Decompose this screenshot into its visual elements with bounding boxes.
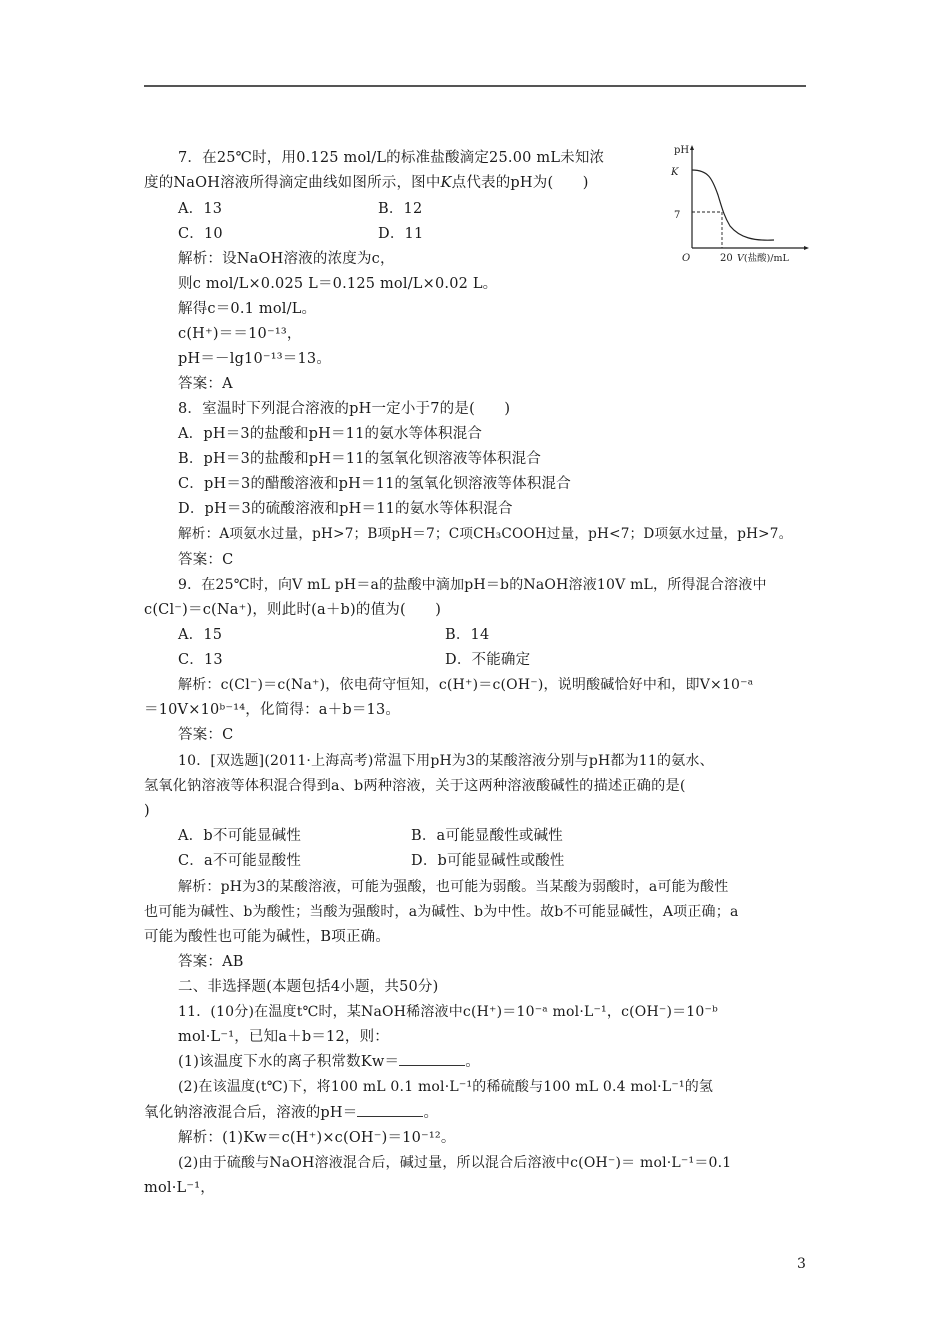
q11-analysis-1: 解析：(1)Kw＝c(H⁺)×c(OH⁻)＝10⁻¹²。 xyxy=(178,1130,456,1146)
q7-option-c: C．10 xyxy=(178,226,223,242)
titration-curve-chart xyxy=(668,140,818,265)
q9-option-c: C．13 xyxy=(178,652,223,668)
q7-analysis-1: 解析：设NaOH溶液的浓度为c， xyxy=(178,251,395,267)
q9-option-b: B．14 xyxy=(445,627,490,643)
q11-sub2-text: 氧化钠溶液混合后，溶液的pH＝ xyxy=(144,1105,358,1121)
q10-stem-line1: 10．[双选题](2011·上海高考)常温下用pH为3的某酸溶液分别与pH都为11的氨水、 xyxy=(178,753,714,769)
q11-sub2-end: 。 xyxy=(423,1105,439,1121)
q10-option-d: D．b可能显碱性或酸性 xyxy=(411,853,565,869)
q10-analysis-3: 可能为酸性也可能为碱性，B项正确。 xyxy=(144,929,391,945)
q8-analysis: 解析：A项氨水过量，pH>7；B项pH＝7；C项CH₃COOH过量，pH<7；D项氨水过量，pH>7。 xyxy=(178,526,793,542)
k-point-label: K xyxy=(440,175,452,191)
q7-option-b: B．12 xyxy=(378,201,423,217)
q10-answer: 答案：AB xyxy=(178,954,244,970)
q9-option-a: A．15 xyxy=(178,627,223,643)
q11-sub1 xyxy=(178,1053,480,1071)
q11-sub1-end: 。 xyxy=(465,1054,480,1070)
q11-stem-line1: 11．(10分)在温度t℃时，某NaOH稀溶液中c(H⁺)＝10⁻ᵃ mol·L⁻¹，c(OH⁻)＝10⁻ᵇ xyxy=(178,1004,718,1020)
titration-curve xyxy=(692,170,774,240)
q11-sub1-answer-blank xyxy=(399,1053,465,1066)
q7-option-d: D．11 xyxy=(378,226,424,242)
x-axis-label: V(盐酸)/mL xyxy=(737,253,789,264)
q9-stem-line2: c(Cl⁻)＝c(Na⁺)，则此时(a＋b)的值为( ) xyxy=(144,602,442,618)
q7-analysis-3: 解得c＝0.1 mol/L。 xyxy=(178,301,317,317)
q10-stem-line3: ) xyxy=(144,803,150,819)
section-2-title: 二、非选择题(本题包括4小题，共50分) xyxy=(178,979,439,995)
q7-analysis-5: pH＝－lg10⁻¹³＝13。 xyxy=(178,351,332,367)
seven-tick-label: 7 xyxy=(674,210,681,221)
q11-analysis-2: (2)由于硫酸与NaOH溶液混合后，碱过量，所以混合后溶液中c(OH⁻)＝ mol·L⁻¹＝0.1 xyxy=(178,1155,732,1171)
q8-answer: 答案：C xyxy=(178,552,234,568)
q10-option-c: C．a不可能显酸性 xyxy=(178,853,302,869)
q7-answer: 答案：A xyxy=(178,376,233,392)
q7-analysis-4: c(H⁺)＝＝10⁻¹³， xyxy=(178,326,302,342)
q11-stem-line2: mol·L⁻¹，已知a＋b＝12，则： xyxy=(178,1029,389,1045)
q10-stem-line2: 氢氧化钠溶液等体积混合得到a、b两种溶液，关于这两种溶液酸碱性的描述正确的是( xyxy=(144,778,686,794)
y-axis-label: pH xyxy=(674,145,690,156)
q10-option-a: A．b不可能显碱性 xyxy=(178,828,302,844)
q9-stem-line1: 9．在25℃时，向V mL pH＝a的盐酸中滴加pH＝b的NaOH溶液10V mL，所得混合溶液中 xyxy=(178,577,767,593)
q8-option-b: B．pH＝3的盐酸和pH＝11的氢氧化钡溶液等体积混合 xyxy=(178,451,542,467)
page-number: 3 xyxy=(797,1256,806,1272)
q8-stem: 8．室温时下列混合溶液的pH一定小于7的是( ) xyxy=(178,401,511,417)
q11-sub1-text: (1)该温度下水的离子积常数Kw＝ xyxy=(178,1054,400,1070)
q11-sub2-line1: (2)在该温度(t℃)下，将100 mL 0.1 mol·L⁻¹的稀硫酸与100 mL 0.4 mol·L⁻¹的氢 xyxy=(178,1079,714,1095)
q10-analysis-2: 也可能为碱性、b为酸性；当酸为强酸时，a为碱性、b为中性。故b不可能显碱性，A项正确；a xyxy=(144,904,739,920)
x-tick-20: 20 xyxy=(720,253,733,264)
q8-option-a: A．pH＝3的盐酸和pH＝11的氨水等体积混合 xyxy=(178,426,483,442)
origin-label: O xyxy=(682,253,691,264)
q9-option-d: D．不能确定 xyxy=(445,652,531,668)
q8-option-c: C．pH＝3的醋酸溶液和pH＝11的氢氧化钡溶液等体积混合 xyxy=(178,476,571,492)
q7-stem-line2 xyxy=(144,174,589,192)
header-rule xyxy=(144,85,806,87)
q11-analysis-3: mol·L⁻¹， xyxy=(144,1180,215,1196)
q7-analysis-2: 则c mol/L×0.025 L＝0.125 mol/L×0.02 L。 xyxy=(178,276,498,292)
q11-sub2-answer-blank xyxy=(357,1104,423,1117)
q7-stem-line1: 7．在25℃时，用0.125 mol/L的标准盐酸滴定25.00 mL未知浓 xyxy=(178,150,605,166)
q9-analysis-1: 解析：c(Cl⁻)＝c(Na⁺)，依电荷守恒知，c(H⁺)＝c(OH⁻)，说明酸碱恰好中和，即V×10⁻ᵃ xyxy=(178,677,754,693)
k-tick-label: K xyxy=(671,167,679,178)
q7-stem-text-end: 点代表的pH为( ) xyxy=(451,175,589,191)
q8-option-d: D．pH＝3的硫酸溶液和pH＝11的氨水等体积混合 xyxy=(178,501,513,517)
q9-analysis-2: ＝10V×10ᵇ⁻¹⁴，化简得：a＋b＝13。 xyxy=(144,702,401,718)
q7-stem-text: 度的NaOH溶液所得滴定曲线如图所示，图中 xyxy=(144,175,441,191)
q9-answer: 答案：C xyxy=(178,727,234,743)
q7-option-a: A．13 xyxy=(178,201,223,217)
q11-sub2-line2 xyxy=(144,1104,438,1122)
q10-analysis-1: 解析：pH为3的某酸溶液，可能为强酸，也可能为弱酸。当某酸为弱酸时，a可能为酸性 xyxy=(178,879,729,895)
q10-option-b: B．a可能显酸性或碱性 xyxy=(411,828,563,844)
